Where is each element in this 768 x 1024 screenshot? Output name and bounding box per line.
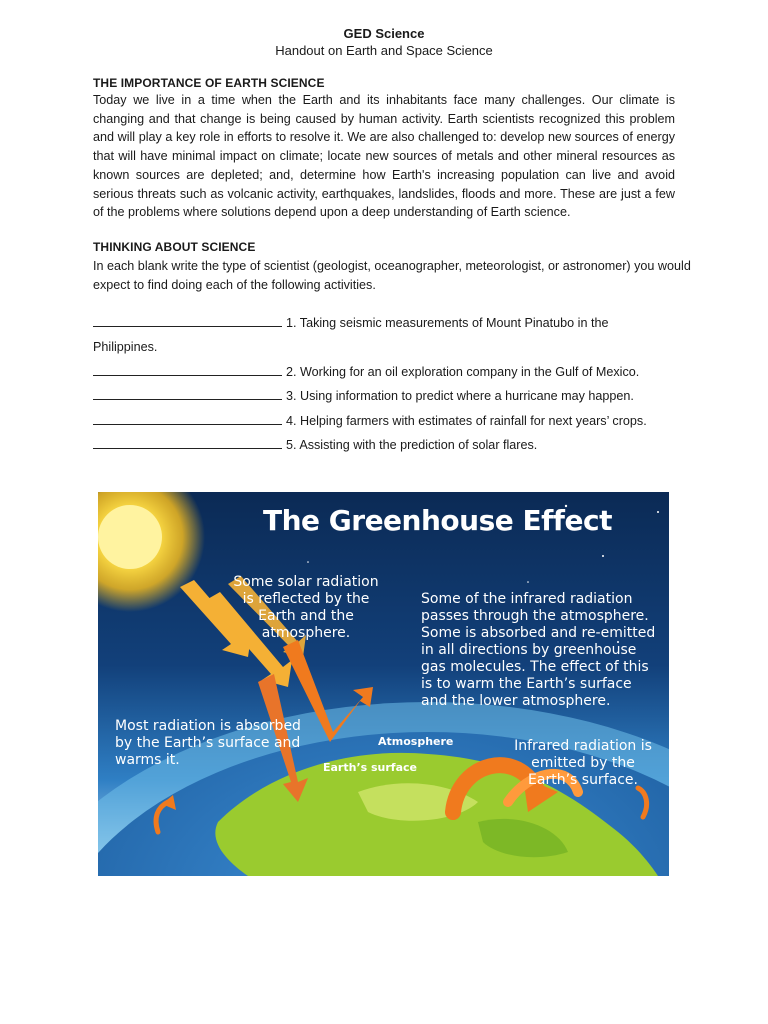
answer-blank[interactable] bbox=[93, 315, 282, 327]
document-subtitle: Handout on Earth and Space Science bbox=[275, 43, 493, 58]
question-text: 4. Helping farmers with estimates of rainfall for next years’ crops. bbox=[286, 414, 647, 428]
answer-blank[interactable] bbox=[93, 364, 282, 376]
importance-paragraph: Today we live in a time when the Earth and its inhabitants face many challenges. Our climate is changing and that change is being caused by human activity. Earth scientists recognized this problem and will play a key role in efforts to resolve it. We are also challenged to: develop new sources of energy that will have minimal impact on climate; locate new sources of metals and other mineral resources as known sources are depleted; and, determine how Earth's increasing population can live and avoid serious threats such as volcanic activity, earthquakes, landslides, floods and more. These are just a few of the problems where solutions depend upon a deep understanding of Earth science. bbox=[93, 93, 675, 220]
label-infrared-passes: Some of the infrared radiation passes through the atmosphere. Some is absorbed and re-emitted in all directions by greenhouse gas molecules. The effect of this is to warm the Earth’s surface and the lower atmosphere. bbox=[421, 591, 656, 709]
label-earth-surface: Earth’s surface bbox=[323, 761, 417, 774]
question-continuation: Philippines. bbox=[93, 340, 158, 354]
label-reflected: Some solar radiation is reflected by the Earth and the atmosphere. bbox=[233, 574, 379, 641]
question-text: 5. Assisting with the prediction of solar flares. bbox=[286, 438, 537, 452]
label-infrared-emitted: Infrared radiation is emitted by the Earth’s surface. bbox=[514, 738, 652, 788]
greenhouse-effect-diagram bbox=[98, 492, 669, 876]
thinking-heading: THINKING ABOUT SCIENCE bbox=[93, 240, 256, 254]
document-title: GED Science bbox=[343, 26, 425, 41]
question-row-4 bbox=[93, 413, 647, 429]
question-text: 3. Using information to predict where a hurricane may happen. bbox=[286, 389, 634, 403]
question-text: 2. Working for an oil exploration company in the Gulf of Mexico. bbox=[286, 365, 639, 379]
question-row-1 bbox=[93, 315, 608, 331]
label-absorbed: Most radiation is absorbed by the Earth’s surface and warms it. bbox=[115, 718, 301, 768]
question-text: 1. Taking seismic measurements of Mount Pinatubo in the bbox=[286, 316, 608, 330]
answer-blank[interactable] bbox=[93, 388, 282, 400]
answer-blank[interactable] bbox=[93, 413, 282, 425]
label-atmosphere: Atmosphere bbox=[378, 735, 454, 748]
thinking-instructions: In each blank write the type of scientist (geologist, oceanographer, meteorologist, or astronomer) you would expect to find doing each of the following activities. bbox=[93, 259, 691, 292]
question-row-3 bbox=[93, 388, 634, 404]
answer-blank[interactable] bbox=[93, 437, 282, 449]
question-row-2 bbox=[93, 364, 639, 380]
question-row-5 bbox=[93, 437, 537, 453]
diagram-title: The Greenhouse Effect bbox=[263, 504, 612, 537]
importance-heading: THE IMPORTANCE OF EARTH SCIENCE bbox=[93, 76, 325, 90]
document-header bbox=[0, 25, 768, 59]
